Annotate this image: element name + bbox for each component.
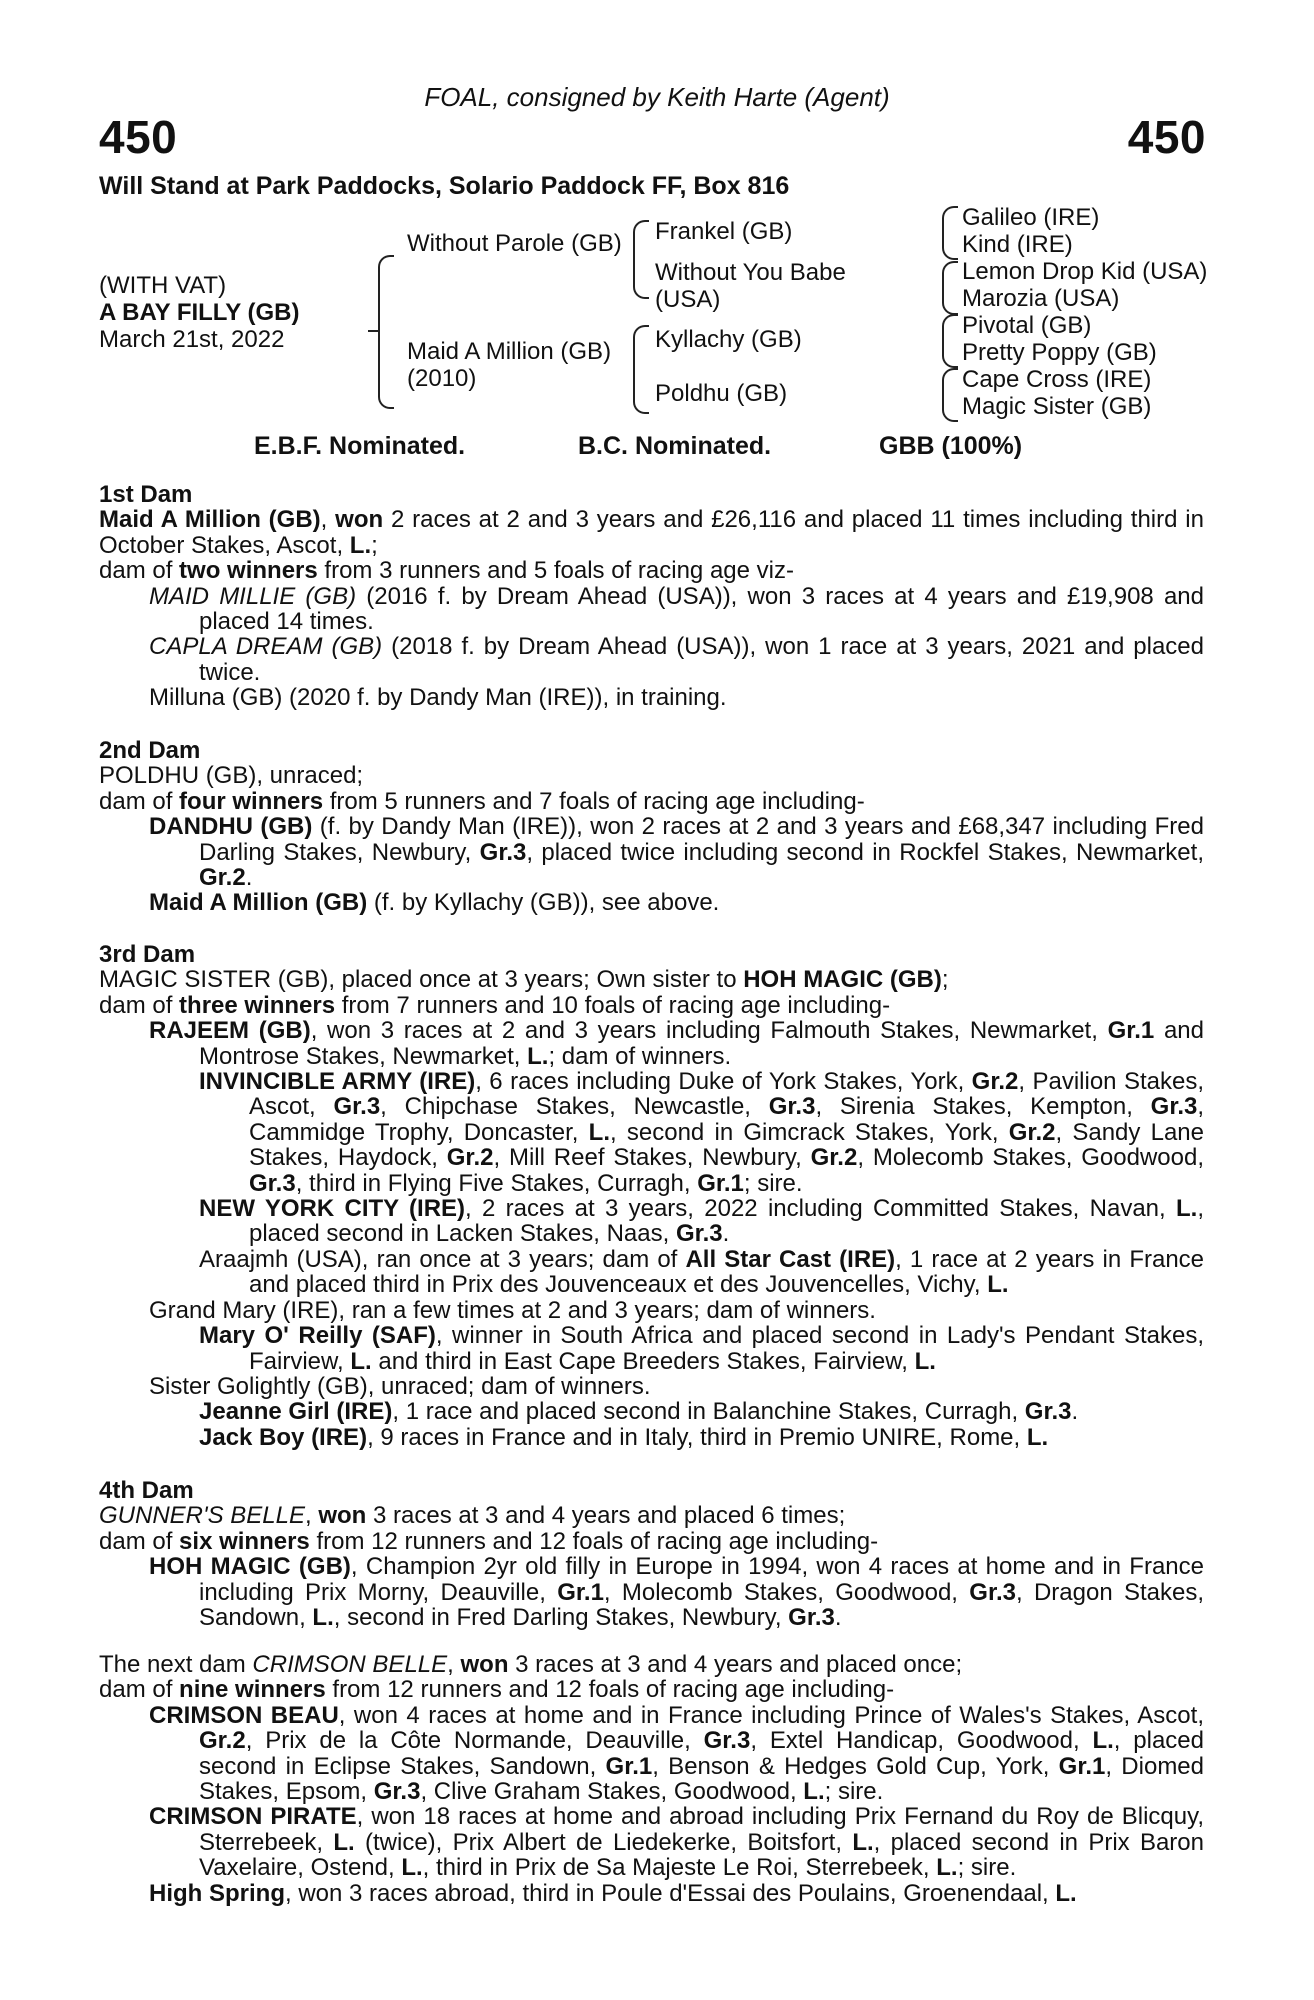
progeny-text: , 1 race and placed second in Balanchine Stakes, Curragh,: [392, 1398, 1025, 1426]
text: from 12 runners and 12 foals of racing age including-: [325, 1676, 895, 1704]
listed-badge: L.: [333, 1828, 355, 1856]
grade-badge: Gr.3: [675, 1220, 723, 1248]
dam-dam-name: Poldhu (GB): [655, 380, 788, 407]
dam-of-line: [99, 993, 1204, 1018]
lot-number-left: 450: [99, 111, 178, 163]
text: from 5 runners and 7 foals of racing age including-: [323, 787, 865, 815]
text: from 7 runners and 10 foals of racing age including-: [335, 991, 891, 1019]
progeny-text: , Sandy Lane Stakes, Haydock,: [249, 1118, 1205, 1172]
progeny-text: , second in Fred Darling Stakes, Newbury,: [333, 1604, 789, 1632]
progeny-text: ; sire.: [824, 1778, 884, 1806]
winners-count: six winners: [179, 1527, 310, 1555]
progeny-text: , won 18 races at home and abroad including Prix Fernand du Roy de Blicquy, Sterrebeek,: [199, 1803, 1204, 1856]
dam-of-line: [99, 1529, 1204, 1554]
listed-badge: L.: [852, 1828, 874, 1856]
third-dam-section: [99, 942, 1204, 1450]
grade-badge: Gr.3: [373, 1778, 421, 1806]
progeny-text: , placed second in Lacken Stakes, Naas,: [249, 1195, 1204, 1248]
progeny-name: Mary O' Reilly (SAF): [199, 1322, 436, 1350]
progeny-text: , Diomed Stakes, Epsom,: [199, 1752, 1205, 1806]
first-dam-section: [99, 482, 1204, 711]
progeny-name: NEW YORK CITY (IRE): [199, 1195, 466, 1223]
dam-name: GUNNER'S BELLE: [99, 1502, 305, 1530]
progeny-entry: Milluna (GB) (2020 f. by Dandy Man (IRE)), in training.: [149, 684, 727, 712]
progeny-text: ; sire.: [957, 1854, 1017, 1882]
text: MAGIC SISTER (GB), placed once at 3 years; Own sister to: [99, 966, 744, 994]
gbb-status: GBB (100%): [879, 432, 1023, 460]
progeny-text: , Chipchase Stakes, Newcastle,: [380, 1093, 769, 1121]
subject-block: [99, 272, 299, 353]
text: dam of: [99, 1527, 180, 1555]
listed-badge: L.: [914, 1347, 936, 1375]
progeny-text: , third in Prix de Sa Majeste Le Roi, Sterrebeek,: [422, 1854, 937, 1882]
listed-badge: L.: [588, 1118, 610, 1146]
text: ,: [447, 1651, 461, 1678]
progeny-name: High Spring: [149, 1879, 285, 1907]
pedigree-brace: [942, 206, 958, 260]
dam-of-line: [99, 789, 1204, 814]
dam-name: Maid A Million (GB): [99, 506, 321, 534]
text: The next dam: [99, 1651, 253, 1678]
pedigree-brace: [942, 368, 958, 422]
listed-badge: L.: [527, 1042, 549, 1070]
dam-name: CRIMSON BELLE: [252, 1651, 448, 1678]
text: dam of: [99, 1676, 180, 1704]
g3-ancestor: Lemon Drop Kid (USA): [962, 258, 1208, 285]
g3-ancestor: Pivotal (GB): [962, 312, 1092, 339]
progeny-entry: [99, 1703, 1204, 1805]
g3-ancestor: Galileo (IRE): [962, 204, 1100, 231]
grade-badge: Gr.3: [333, 1093, 381, 1121]
progeny-text: , Molecomb Stakes, Goodwood,: [603, 1578, 970, 1606]
record-text: 2 races at 2 and 3 years and £26,116 and placed 11 times including third in October Stakes, Ascot,: [99, 506, 1204, 559]
progeny-text: , placed second in Prix Baron Vaxelaire, Ostend,: [199, 1828, 1204, 1882]
subject-name: A BAY FILLY (GB): [99, 299, 300, 326]
won-label: won: [318, 1502, 367, 1530]
second-dam-section: [99, 738, 1204, 916]
progeny-entry: Grand Mary (IRE), ran a few times at 2 and 3 years; dam of winners.: [149, 1296, 876, 1324]
progeny-text: (f. by Dandy Man (IRE)), won 2 races at 2 and 3 years and £68,347 including Fred Darling Stakes, Newbury,: [199, 813, 1204, 866]
dam-record: [99, 1652, 1204, 1677]
progeny-name: CAPLA DREAM (GB): [149, 633, 383, 661]
progeny-name: CRIMSON BEAU: [149, 1701, 339, 1729]
progeny-text: .: [722, 1220, 730, 1248]
text: dam of: [99, 991, 180, 1019]
winners-count: three winners: [179, 991, 336, 1019]
section-heading: 2nd Dam: [99, 737, 201, 764]
progeny-text: , 6 races including Duke of York Stakes, York,: [475, 1068, 972, 1096]
listed-badge: L.: [1026, 1423, 1049, 1451]
text: dam of: [99, 557, 180, 585]
progeny-entry: [99, 1554, 1204, 1630]
grade-badge: Gr.2: [810, 1144, 858, 1172]
progeny-text: , Sirenia Stakes, Kempton,: [815, 1093, 1151, 1121]
progeny-name: HOH MAGIC (GB): [149, 1553, 351, 1581]
progeny-text: , Extel Handicap, Goodwood,: [750, 1727, 1093, 1755]
progeny-entry: [99, 1804, 1204, 1880]
record-text: 3 races at 3 and 4 years and placed 6 times;: [366, 1502, 846, 1530]
foaling-date: March 21st, 2022: [99, 326, 285, 353]
g3-ancestor: Magic Sister (GB): [962, 393, 1152, 420]
g3-ancestor: Cape Cross (IRE): [962, 366, 1152, 393]
progeny-text: , Mill Reef Stakes, Newbury,: [493, 1144, 811, 1172]
progeny-entry: [99, 634, 1204, 685]
progeny-text: ; sire.: [743, 1169, 803, 1197]
listed-badge: L.: [987, 1271, 1009, 1299]
g3-ancestor: Marozia (USA): [962, 285, 1120, 312]
section-heading: 3rd Dam: [99, 941, 196, 968]
progeny-text: and third in East Cape Breeders Stakes, Fairview,: [371, 1347, 915, 1375]
progeny-name: Maid A Million (GB): [149, 889, 368, 917]
progeny-text: , winner in South Africa and placed second in Lady's Pendant Stakes, Fairview,: [249, 1322, 1204, 1375]
pedigree-brace: [378, 255, 394, 409]
progeny-entry: [99, 584, 1204, 635]
progeny-entry: [99, 1425, 1204, 1450]
progeny-text: (twice), Prix Albert de Liedekerke, Boitsfort,: [354, 1828, 853, 1856]
grade-badge: Gr.2: [199, 864, 246, 892]
progeny-text: , Pavilion Stakes, Ascot,: [249, 1068, 1204, 1121]
progeny-text: ; dam of winners.: [548, 1042, 732, 1070]
text: from 3 runners and 5 foals of racing age viz-: [317, 557, 794, 585]
dam-name: Maid A Million (GB) (2010): [407, 338, 612, 392]
dam-of-line: [99, 1677, 1204, 1702]
progeny-text: .: [1071, 1398, 1079, 1426]
winners-count: nine winners: [179, 1676, 326, 1704]
progeny-text: , second in Gimcrack Stakes, York,: [610, 1118, 1009, 1146]
dam-intro: POLDHU (GB), unraced;: [99, 762, 364, 790]
pedigree-brace-tick: [368, 330, 378, 332]
progeny-name: Jeanne Girl (IRE): [199, 1398, 393, 1426]
listed-badge: L.: [349, 531, 372, 559]
grade-badge: Gr.2: [1008, 1118, 1056, 1146]
text: dam of: [99, 787, 180, 815]
progeny-entry: [99, 1881, 1204, 1906]
dam-record: GUNNER'S BELLE, won 3 races at 3 and 4 years and placed 6 times;: [99, 1502, 846, 1530]
progeny-text: , Benson & Hedges Gold Cup, York,: [652, 1752, 1059, 1780]
listed-badge: L.: [350, 1347, 372, 1375]
won-label: won: [335, 506, 384, 534]
sire-dam-name: Without You Babe (USA): [655, 259, 846, 313]
record-text: ;: [371, 531, 378, 559]
grade-badge: Gr.3: [703, 1727, 751, 1755]
grade-badge: Gr.3: [479, 838, 527, 866]
listed-badge: L.: [1175, 1195, 1198, 1223]
grade-badge: Gr.3: [788, 1604, 835, 1632]
progeny-text: (f. by Kyllachy (GB)), see above.: [367, 889, 720, 917]
progeny-entry: [99, 1196, 1204, 1247]
grade-badge: Gr.2: [199, 1727, 246, 1755]
listed-badge: L.: [1055, 1879, 1077, 1907]
consignment-line: FOAL, consigned by Keith Harte (Agent): [424, 82, 890, 112]
bc-nomination: B.C. Nominated.: [578, 432, 772, 460]
grade-badge: Gr.1: [605, 1752, 653, 1780]
grade-badge: Gr.2: [446, 1144, 494, 1172]
progeny-text: , placed twice including second in Rockfel Stakes, Newmarket,: [526, 838, 1204, 866]
progeny-text: (2018 f. by Dream Ahead (USA)), won 1 race at 3 years, 2021 and placed twice.: [199, 633, 1204, 686]
dam-of-line: [99, 558, 1204, 583]
dam-sire-name: Kyllachy (GB): [655, 326, 802, 353]
progeny-text: , 9 races in France and in Italy, third in Premio UNIRE, Rome,: [367, 1423, 1027, 1451]
section-heading: 4th Dam: [99, 1477, 194, 1504]
g3-ancestor: Pretty Poppy (GB): [962, 339, 1157, 366]
progeny-text: Araajmh (USA), ran once at 3 years; dam of: [199, 1245, 686, 1273]
dam-record: Maid A Million (GB), won 2 races at 2 and 3 years and £26,116 and placed 11 times including third in October Stakes, Ascot, L.;: [99, 506, 1204, 559]
listed-badge: L.: [312, 1604, 334, 1632]
sire-name: Without Parole (GB): [407, 230, 622, 257]
progeny-name: RAJEEM (GB): [149, 1017, 311, 1045]
grade-badge: Gr.3: [969, 1578, 1016, 1606]
fourth-dam-section: [99, 1478, 1204, 1630]
winners-count: two winners: [179, 557, 318, 585]
progeny-name: CRIMSON PIRATE: [149, 1803, 357, 1831]
text: from 12 runners and 12 foals of racing age including-: [309, 1527, 879, 1555]
progeny-entry: Sister Golightly (GB), unraced; dam of winners.: [149, 1372, 651, 1400]
progeny-text: (2016 f. by Dream Ahead (USA)), won 3 races at 4 years and £19,908 and placed 14 times.: [199, 582, 1204, 636]
pedigree-brace: [633, 325, 649, 414]
progeny-text: , won 3 races abroad, third in Poule d'Essai des Poulains, Groenendaal,: [284, 1879, 1056, 1907]
progeny-text: , third in Flying Five Stakes, Curragh,: [295, 1169, 698, 1197]
stand-location: Will Stand at Park Paddocks, Solario Paddock FF, Box 816: [99, 172, 790, 200]
pedigree-brace: [942, 261, 958, 315]
grade-badge: Gr.3: [249, 1169, 296, 1197]
progeny-text: , Champion 2yr old filly in Europe in 1994, won 4 races at home and in France including Prix Morny, Deauville,: [199, 1553, 1204, 1606]
progeny-text: and Montrose Stakes, Newmarket,: [199, 1017, 1205, 1070]
vat-note: (WITH VAT): [99, 272, 227, 299]
progeny-name: INVINCIBLE ARMY (IRE): [199, 1068, 476, 1096]
progeny-entry: [99, 1323, 1204, 1374]
progeny-entry: [99, 890, 1204, 915]
progeny-text: , Molecomb Stakes, Goodwood,: [857, 1144, 1205, 1172]
lot-number-right: 450: [1127, 111, 1206, 163]
grade-badge: Gr.3: [768, 1093, 816, 1121]
next-dam-section: [99, 1652, 1204, 1906]
grade-badge: Gr.1: [1107, 1017, 1155, 1045]
progeny-name: DANDHU (GB): [149, 813, 313, 841]
section-heading: 1st Dam: [99, 481, 193, 508]
progeny-name: Jack Boy (IRE): [199, 1423, 368, 1451]
progeny-name: All Star Cast (IRE): [685, 1245, 896, 1273]
progeny-text: , Dragon Stakes, Sandown,: [199, 1578, 1204, 1632]
grade-badge: Gr.2: [971, 1068, 1019, 1096]
progeny-entry: [99, 1069, 1204, 1196]
relative-name: HOH MAGIC (GB): [743, 966, 942, 994]
pedigree-brace: [942, 314, 958, 368]
progeny-text: .: [245, 864, 253, 892]
progeny-text: , won 4 races at home and in France including Prince of Wales's Stakes, Ascot,: [338, 1701, 1204, 1729]
progeny-name: MAID MILLIE (GB): [149, 582, 357, 610]
progeny-entry: [99, 1399, 1204, 1424]
progeny-text: .: [834, 1604, 842, 1632]
progeny-text: , 2 races at 3 years, 2022 including Committed Stakes, Navan,: [465, 1195, 1176, 1223]
progeny-text: , Clive Graham Stakes, Goodwood,: [420, 1778, 804, 1806]
progeny-entry: [99, 814, 1204, 890]
listed-badge: L.: [401, 1854, 423, 1882]
progeny-text: , Prix de la Côte Normande, Deauville,: [245, 1727, 704, 1755]
ebf-nomination: E.B.F. Nominated.: [254, 432, 466, 460]
dam-intro: [99, 967, 1204, 992]
progeny-entry: [99, 1247, 1204, 1298]
grade-badge: Gr.1: [697, 1169, 744, 1197]
sire-sire-name: Frankel (GB): [655, 218, 793, 245]
text: ;: [941, 966, 949, 994]
winners-count: four winners: [179, 787, 324, 815]
listed-badge: L.: [803, 1778, 825, 1806]
progeny-entry: [99, 1018, 1204, 1069]
text: 3 races at 3 and 4 years and placed once;: [508, 1651, 963, 1678]
won-label: won: [460, 1651, 509, 1678]
progeny-text: , won 3 races at 2 and 3 years including Falmouth Stakes, Newmarket,: [310, 1017, 1108, 1045]
grade-badge: Gr.1: [1058, 1752, 1106, 1780]
grade-badge: Gr.3: [1024, 1398, 1072, 1426]
pedigree-brace: [633, 220, 649, 299]
grade-badge: Gr.3: [1150, 1093, 1198, 1121]
progeny-text: , Cammidge Trophy, Doncaster,: [249, 1093, 1205, 1146]
listed-badge: L.: [936, 1854, 958, 1882]
grade-badge: Gr.1: [557, 1578, 604, 1606]
listed-badge: L.: [1092, 1727, 1114, 1755]
progeny-text: , placed second in Eclipse Stakes, Sandown,: [199, 1727, 1204, 1780]
g3-ancestor: Kind (IRE): [962, 231, 1073, 258]
progeny-text: , 1 race at 2 years in France and placed third in Prix des Jouvenceaux et des Jouvencelles, Vichy,: [249, 1245, 1205, 1299]
